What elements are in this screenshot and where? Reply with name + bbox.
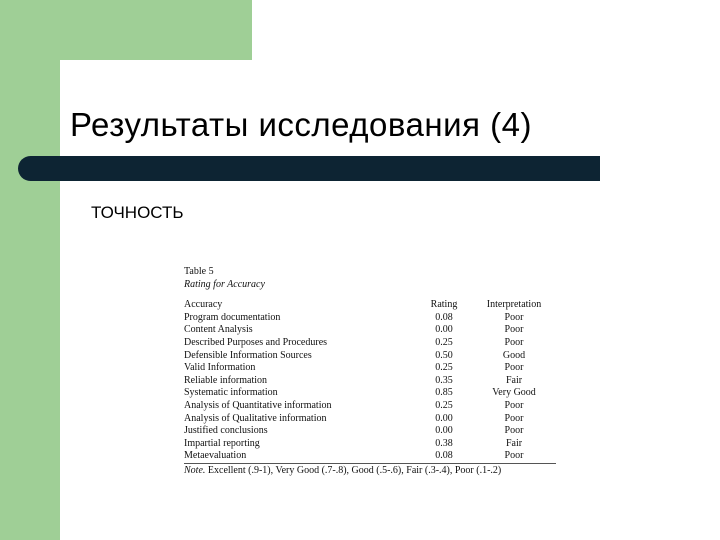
table-row	[184, 400, 556, 413]
slide-subtitle: ТОЧНОСТЬ	[91, 203, 184, 222]
cell-item: Analysis of Quantitative information	[184, 399, 332, 411]
cell-interpretation: Fair	[505, 374, 523, 386]
cell-rating: 0.00	[435, 412, 453, 424]
decor-green-band-top	[0, 0, 252, 60]
slide-title: Результаты исследования (4)	[70, 106, 532, 143]
table-note	[184, 465, 556, 478]
column-header-accuracy: Accuracy	[184, 299, 223, 311]
column-header-interpretation: Interpretation	[486, 299, 542, 311]
note-text: Excellent (.9-1), Very Good (.7-.8), Good (.5-.6), Fair (.3-.4), Poor (.1-.2)	[207, 464, 502, 476]
cell-item: Defensible Information Sources	[184, 349, 312, 361]
table-row	[184, 425, 556, 438]
cell-interpretation: Good	[502, 349, 526, 361]
cell-rating: 0.00	[435, 324, 453, 336]
cell-interpretation: Poor	[504, 336, 524, 348]
accuracy-rating-table	[184, 299, 556, 464]
cell-item: Impartial reporting	[184, 437, 260, 449]
accuracy-table-figure	[184, 266, 556, 478]
table-row	[184, 438, 556, 451]
cell-item: Valid Information	[184, 362, 256, 374]
table-row	[184, 450, 556, 463]
cell-rating: 0.08	[435, 311, 453, 323]
table-row	[184, 362, 556, 375]
cell-interpretation: Very Good	[492, 387, 536, 399]
decor-green-band-left	[0, 60, 60, 540]
table-row	[184, 337, 556, 350]
cell-item: Reliable information	[184, 374, 268, 386]
cell-item: Analysis of Qualitative information	[184, 412, 327, 424]
cell-interpretation: Poor	[504, 399, 524, 411]
cell-interpretation: Poor	[504, 324, 524, 336]
cell-interpretation: Poor	[472, 450, 556, 463]
cell-rating: 0.38	[435, 437, 453, 449]
cell-rating: 0.50	[435, 349, 453, 361]
table-row	[184, 312, 556, 325]
table-row	[184, 375, 556, 388]
cell-rating: 0.00	[435, 425, 453, 437]
table-body	[184, 312, 556, 464]
cell-item: Metaevaluation	[184, 450, 416, 463]
table-row	[184, 350, 556, 363]
table-caption: Rating for Accuracy	[184, 278, 265, 290]
cell-rating: 0.25	[435, 362, 453, 374]
cell-item: Program documentation	[184, 311, 281, 323]
note-label: Note.	[184, 464, 206, 476]
cell-interpretation: Poor	[504, 412, 524, 424]
table-row	[184, 387, 556, 400]
column-header-rating: Rating	[430, 299, 458, 311]
cell-item: Systematic information	[184, 387, 278, 399]
cell-rating: 0.25	[435, 336, 453, 348]
cell-rating: 0.35	[435, 374, 453, 386]
cell-item: Content Analysis	[184, 324, 253, 336]
cell-rating: 0.25	[435, 399, 453, 411]
table-header-row	[184, 299, 556, 312]
cell-interpretation: Fair	[505, 437, 523, 449]
cell-rating: 0.85	[435, 387, 453, 399]
table-number: Table 5	[184, 266, 214, 277]
table-row	[184, 413, 556, 426]
cell-interpretation: Poor	[504, 362, 524, 374]
cell-rating: 0.08	[416, 450, 472, 463]
cell-item: Justified conclusions	[184, 425, 268, 437]
table-row	[184, 324, 556, 337]
title-divider-bar	[18, 156, 600, 181]
cell-interpretation: Poor	[504, 311, 524, 323]
cell-item: Described Purposes and Procedures	[184, 336, 328, 348]
cell-interpretation: Poor	[504, 425, 524, 437]
